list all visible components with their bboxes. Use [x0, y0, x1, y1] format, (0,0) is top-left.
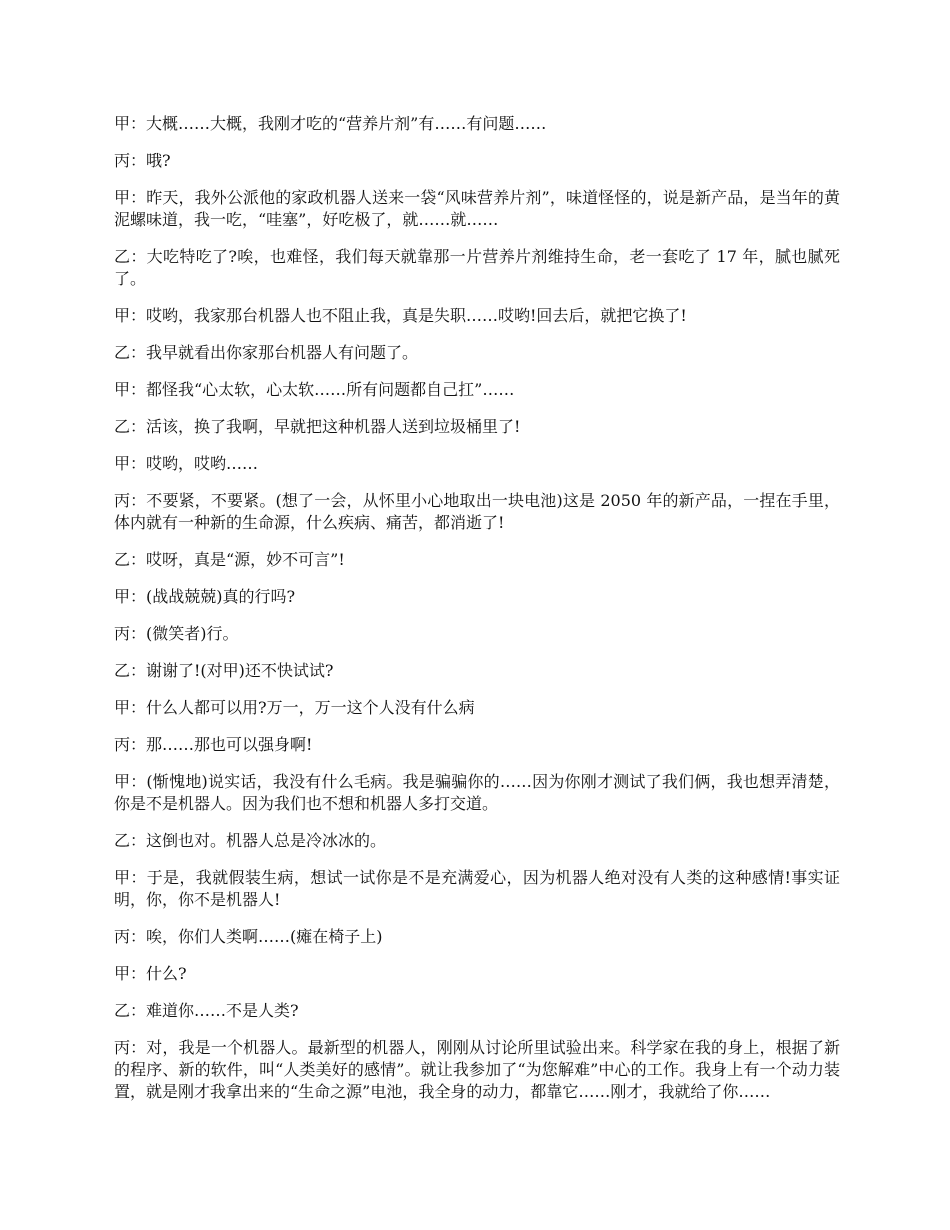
dialogue-line: 甲：于是，我就假装生病，想试一试你是不是充满爱心，因为机器人绝对没有人类的这种感情!事实证明，你，你不是机器人! — [114, 868, 840, 909]
dialogue-line: 丙：那……那也可以强身啊! — [114, 735, 313, 754]
dialogue-line: 乙：活该，换了我啊，早就把这种机器人送到垃圾桶里了! — [114, 417, 521, 436]
dialogue-line: 甲：大概……大概，我刚才吃的“营养片剂”有……有问题…… — [114, 114, 547, 133]
dialogue-line: 丙：唉，你们人类啊……(瘫在椅子上) — [114, 927, 383, 946]
dialogue-line: 甲：什么人都可以用?万一，万一这个人没有什么病 — [114, 698, 475, 717]
dialogue-line: 甲：哎哟，我家那台机器人也不阻止我，真是失职……哎哟!回去后，就把它换了! — [114, 306, 687, 325]
dialogue-line: 甲：(战战兢兢)真的行吗? — [114, 587, 296, 606]
dialogue-line: 丙：哦? — [114, 151, 171, 170]
dialogue-line: 甲：哎哟，哎哟…… — [114, 454, 259, 473]
dialogue-line: 丙：对，我是一个机器人。最新型的机器人，刚刚从讨论所里试验出来。科学家在我的身上，根据了新的程序、新的软件，叫“人类美好的感情”。就让我参加了“为您解难”中心的工作。我身上有一个动力装置，就是刚才我拿出来的“生命之源”电池，我全身的动力，都靠它……刚才，我就给了你…… — [114, 1038, 840, 1101]
dialogue-line: 乙：我早就看出你家那台机器人有问题了。 — [114, 343, 419, 362]
dialogue-line: 甲：昨天，我外公派他的家政机器人送来一袋“风味营养片剂”，味道怪怪的，说是新产品，是当年的黄泥螺味道，我一吃，“哇塞”，好吃极了，就……就…… — [114, 188, 840, 229]
dialogue-line: 甲：什么? — [114, 964, 187, 983]
dialogue-line: 丙：不要紧，不要紧。(想了一会，从怀里小心地取出一块电池)这是 2050 年的新产品，一捏在手里，体内就有一种新的生命源，什么疾病、痛苦，都消逝了! — [114, 491, 840, 532]
dialogue-line: 甲：(惭愧地)说实话，我没有什么毛病。我是骗骗你的……因为你刚才测试了我们俩，我也想弄清楚，你是不是机器人。因为我们也不想和机器人多打交道。 — [114, 772, 840, 813]
dialogue-line: 乙：难道你……不是人类? — [114, 1001, 299, 1020]
dialogue-line: 乙：哎呀，真是“源，妙不可言”! — [114, 550, 345, 569]
dialogue-line: 乙：谢谢了!(对甲)还不快试试? — [114, 661, 334, 680]
dialogue-line: 乙：这倒也对。机器人总是冷冰冰的。 — [114, 831, 387, 850]
dialogue-line: 丙：(微笑者)行。 — [114, 624, 239, 643]
dialogue-body — [114, 113, 840, 1118]
dialogue-line: 乙：大吃特吃了?唉，也难怪，我们每天就靠那一片营养片剂维持生命，老一套吃了 17 年，腻也腻死了。 — [114, 247, 840, 288]
dialogue-line: 甲：都怪我“心太软，心太软……所有问题都自己扛”…… — [114, 380, 515, 399]
